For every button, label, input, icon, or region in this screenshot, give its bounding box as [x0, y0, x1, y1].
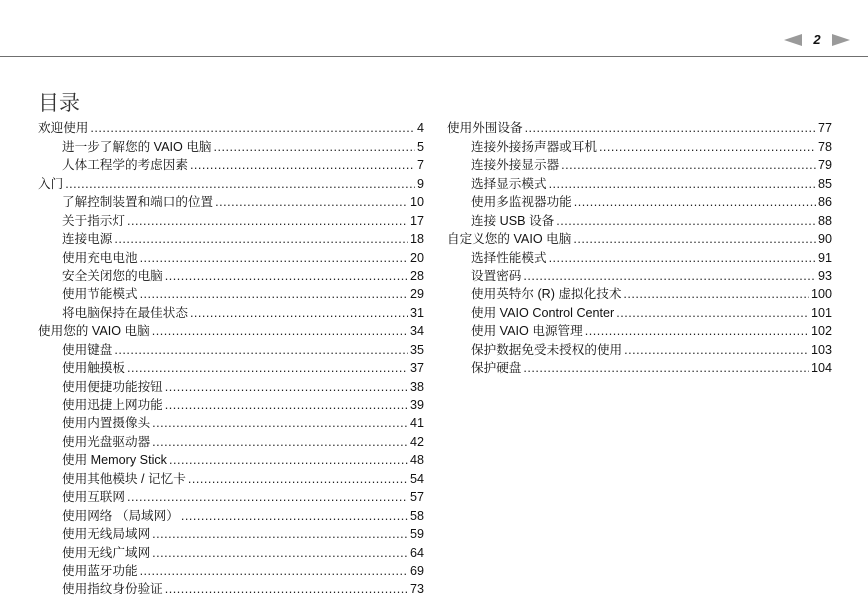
- toc-subentry[interactable]: [447, 192, 832, 210]
- toc-subentry[interactable]: [38, 229, 424, 247]
- toc-subentry[interactable]: [447, 266, 832, 284]
- toc-dot-leader: [65, 177, 415, 192]
- toc-subentry[interactable]: [447, 321, 832, 339]
- toc-subentry[interactable]: [38, 542, 424, 560]
- toc-dot-leader: [140, 251, 408, 266]
- toc-entry-label: 使用光盘驱动器: [62, 434, 151, 449]
- toc-entry-label: 连接电源: [62, 232, 113, 247]
- toc-entry-label: 选择性能模式: [471, 250, 547, 265]
- toc-entry-label: 欢迎使用: [38, 121, 89, 136]
- toc-dot-leader: [574, 195, 816, 210]
- toc-dot-leader: [169, 453, 408, 468]
- toc-subentry[interactable]: [447, 302, 832, 320]
- toc-subentry[interactable]: [447, 358, 832, 376]
- toc-dot-leader: [214, 140, 415, 155]
- toc-dot-leader: [165, 582, 408, 597]
- toc-entry-page: 7: [416, 158, 424, 173]
- toc-subentry[interactable]: [38, 376, 424, 394]
- toc-subentry[interactable]: [38, 413, 424, 431]
- page-number: 2: [813, 32, 821, 47]
- toc-entry-page: 54: [409, 471, 424, 486]
- toc-entry-page: 29: [409, 287, 424, 302]
- toc-dot-leader: [215, 195, 408, 210]
- toc-dot-leader: [114, 232, 408, 247]
- toc-entry[interactable]: [38, 173, 424, 191]
- next-page-arrow-icon[interactable]: [832, 34, 850, 46]
- toc-dot-leader: [181, 509, 408, 524]
- toc-subentry[interactable]: [38, 395, 424, 413]
- toc-entry-label: 使用 VAIO Control Center: [471, 305, 615, 320]
- toc-subentry[interactable]: [38, 524, 424, 542]
- toc-entry-page: 104: [810, 361, 832, 376]
- toc-entry-label: 将电脑保持在最佳状态: [62, 305, 188, 320]
- page-title: 目录: [38, 91, 80, 115]
- toc-entry[interactable]: [38, 321, 424, 339]
- toc-entry-page: 17: [409, 213, 424, 228]
- toc-entry-page: 103: [810, 342, 832, 357]
- toc-entry-label: 连接外接扬声器或耳机: [471, 139, 597, 154]
- toc-entry-page: 64: [409, 545, 424, 560]
- toc-entry-label: 使用外围设备: [447, 121, 523, 136]
- toc-dot-leader: [549, 177, 816, 192]
- toc-dot-leader: [152, 416, 408, 431]
- toc-subentry[interactable]: [38, 155, 424, 173]
- toc-dot-leader: [165, 380, 408, 395]
- toc-dot-leader: [585, 324, 809, 339]
- toc-entry-label: 使用键盘: [62, 342, 113, 357]
- toc-entry-label: 使用内置摄像头: [62, 416, 151, 431]
- toc-entry-label: 连接外接显示器: [471, 158, 560, 173]
- toc-dot-leader: [152, 435, 408, 450]
- toc-dot-leader: [127, 361, 408, 376]
- toc-subentry[interactable]: [447, 247, 832, 265]
- toc-entry-page: 102: [810, 324, 832, 339]
- toc-subentry[interactable]: [38, 450, 424, 468]
- toc-entry-page: 41: [409, 416, 424, 431]
- toc-entry-label: 使用 Memory Stick: [62, 453, 167, 468]
- toc-dot-leader: [616, 306, 809, 321]
- toc-entry-label: 使用指纹身份验证: [62, 582, 163, 597]
- toc-dot-leader: [165, 398, 408, 413]
- toc-dot-leader: [599, 140, 816, 155]
- toc-entry-page: 78: [817, 139, 832, 154]
- toc-entry[interactable]: [447, 118, 832, 136]
- toc-entry-label: 人体工程学的考虑因素: [62, 158, 188, 173]
- toc-entry-page: 5: [416, 139, 424, 154]
- toc-entry-label: 连接 USB 设备: [471, 213, 555, 228]
- toc-entry-page: 48: [409, 453, 424, 468]
- toc-dot-leader: [549, 251, 816, 266]
- toc-dot-leader: [525, 121, 816, 136]
- toc-entry-label: 使用便捷功能按钮: [62, 379, 163, 394]
- toc-dot-leader: [165, 269, 408, 284]
- toc-subentry[interactable]: [38, 468, 424, 486]
- toc-subentry[interactable]: [38, 339, 424, 357]
- toc-subentry[interactable]: [38, 302, 424, 320]
- toc-entry-page: 77: [817, 121, 832, 136]
- toc-dot-leader: [140, 564, 408, 579]
- toc-entry-page: 31: [409, 305, 424, 320]
- toc-column-left: [38, 118, 424, 597]
- toc-entry-page: 101: [810, 305, 832, 320]
- toc-entry-label: 使用无线局域网: [62, 527, 151, 542]
- toc-dot-leader: [624, 343, 809, 358]
- toc-dot-leader: [152, 527, 408, 542]
- toc-entry-page: 38: [409, 379, 424, 394]
- toc-dot-leader: [127, 214, 408, 229]
- toc-entry-label: 使用充电电池: [62, 250, 138, 265]
- page-header: [0, 0, 868, 56]
- toc-entry-label: 进一步了解您的 VAIO 电脑: [62, 139, 212, 154]
- toc-entry-page: 69: [409, 563, 424, 578]
- toc-entry-label: 使用英特尔 (R) 虚拟化技术: [471, 287, 622, 302]
- toc-dot-leader: [523, 361, 809, 376]
- toc-entry-label: 设置密码: [471, 268, 522, 283]
- toc-subentry[interactable]: [38, 266, 424, 284]
- toc-entry-label: 入门: [38, 176, 64, 191]
- toc-dot-leader: [190, 158, 415, 173]
- toc-dot-leader: [90, 121, 415, 136]
- toc-dot-leader: [140, 287, 408, 302]
- toc-entry-label: 保护硬盘: [471, 361, 522, 376]
- toc-entry-page: 79: [817, 158, 832, 173]
- toc-subentry[interactable]: [447, 155, 832, 173]
- toc-entry-page: 10: [409, 195, 424, 210]
- toc-subentry[interactable]: [38, 210, 424, 228]
- toc-subentry[interactable]: [38, 284, 424, 302]
- toc-entry-page: 93: [817, 268, 832, 283]
- toc-entry-page: 59: [409, 527, 424, 542]
- toc-dot-leader: [573, 232, 816, 247]
- toc-entry-page: 73: [409, 582, 424, 597]
- toc-dot-leader: [556, 214, 816, 229]
- toc-entry-label: 安全关闭您的电脑: [62, 268, 163, 283]
- toc-entry-label: 选择显示模式: [471, 176, 547, 191]
- toc-entry-page: 9: [416, 176, 424, 191]
- previous-page-arrow-icon[interactable]: [784, 34, 802, 46]
- toc-entry-label: 使用 VAIO 电源管理: [471, 324, 583, 339]
- toc-dot-leader: [188, 472, 408, 487]
- toc-entry-page: 88: [817, 213, 832, 228]
- toc-entry-page: 28: [409, 268, 424, 283]
- toc-entry-page: 58: [409, 508, 424, 523]
- toc-entry-label: 使用迅捷上网功能: [62, 398, 163, 412]
- toc-entry-label: 使用网络 （局域网）: [62, 508, 179, 523]
- toc-entry-label: 使用多监视器功能: [471, 195, 572, 210]
- toc-entry-page: 85: [817, 176, 832, 191]
- toc-entry-label: 使用无线广域网: [62, 545, 151, 560]
- toc-entry-page: 20: [409, 250, 424, 265]
- toc-entry-label: 自定义您的 VAIO 电脑: [447, 232, 572, 247]
- toc-entry-label: 使用互联网: [62, 490, 125, 505]
- toc-dot-leader: [152, 546, 408, 561]
- page-navigation: [784, 32, 850, 47]
- toc-entry-label: 使用蓝牙功能: [62, 563, 138, 578]
- toc-subentry[interactable]: [38, 136, 424, 154]
- toc-subentry[interactable]: [38, 431, 424, 449]
- toc-subentry[interactable]: [38, 487, 424, 505]
- toc-dot-leader: [152, 324, 408, 339]
- toc-entry-page: 57: [409, 490, 424, 505]
- toc-entry-page: 86: [817, 195, 832, 210]
- toc-entry-label: 保护数据免受未授权的使用: [471, 342, 623, 357]
- toc-entry-page: 42: [409, 434, 424, 449]
- toc-subentry[interactable]: [447, 284, 832, 302]
- toc-entry-label: 使用其他模块 / 记忆卡: [62, 471, 186, 486]
- toc-entry-label: 使用您的 VAIO 电脑: [38, 324, 150, 339]
- toc-entry-page: 100: [810, 287, 832, 302]
- toc-entry[interactable]: [447, 229, 832, 247]
- toc-dot-leader: [190, 306, 408, 321]
- toc-entry-label: 使用触摸板: [62, 361, 125, 376]
- toc-entry-page: 34: [409, 324, 424, 339]
- toc-entry-label: 使用节能模式: [62, 287, 138, 302]
- toc-entry-page: 91: [817, 250, 832, 265]
- toc-entry[interactable]: [38, 118, 424, 136]
- header-divider: [0, 56, 868, 57]
- toc-subentry[interactable]: [447, 210, 832, 228]
- toc-dot-leader: [127, 490, 408, 505]
- toc-column-right: [447, 118, 832, 376]
- toc-subentry[interactable]: [38, 192, 424, 210]
- toc-subentry[interactable]: [38, 505, 424, 523]
- toc-subentry[interactable]: [447, 136, 832, 154]
- toc-entry-page: 90: [817, 232, 832, 247]
- toc-entry-label: 了解控制装置和端口的位置: [62, 195, 214, 210]
- toc-dot-leader: [523, 269, 816, 284]
- toc-subentry[interactable]: [38, 358, 424, 376]
- toc-dot-leader: [623, 287, 809, 302]
- toc-subentry[interactable]: [38, 247, 424, 265]
- toc-subentry[interactable]: [447, 173, 832, 191]
- toc-dot-leader: [114, 343, 408, 358]
- toc-subentry[interactable]: [38, 561, 424, 579]
- toc-entry-page: 39: [409, 398, 424, 412]
- toc-entry-page: 4: [416, 121, 424, 136]
- toc-entry-page: 37: [409, 361, 424, 376]
- toc-entry-page: 35: [409, 342, 424, 357]
- toc-subentry[interactable]: [38, 579, 424, 597]
- toc-subentry[interactable]: [447, 339, 832, 357]
- toc-entry-page: 18: [409, 232, 424, 247]
- toc-entry-label: 关于指示灯: [62, 213, 125, 228]
- toc-dot-leader: [561, 158, 816, 173]
